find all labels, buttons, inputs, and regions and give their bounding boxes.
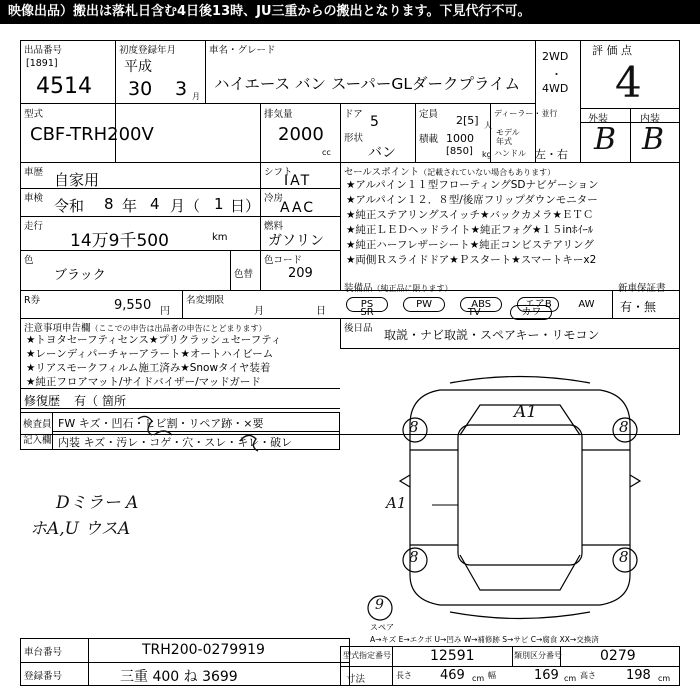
sales-line: ★純正ＬＥＤヘッドライト★純正フォグ★１５inﾎｲｰﾙ <box>346 224 593 236</box>
ac-value: AAC <box>280 200 316 216</box>
equip-sr: SR <box>360 307 374 318</box>
color-change-label: 色替 <box>234 269 254 280</box>
shape-value: バン <box>368 145 396 161</box>
shape-label: 形状 <box>344 133 364 144</box>
new-warranty-value: 有・無 <box>620 300 657 314</box>
equipment-row2 <box>346 305 552 320</box>
load-unit: kg <box>482 150 492 159</box>
tire-fl-value: 8 <box>409 418 419 436</box>
notes-list <box>26 333 281 389</box>
class-no-value: 0279 <box>600 648 636 664</box>
recycle-unit: 円 <box>160 306 170 317</box>
header-banner: 映像出品）搬出は落札日含む4日後13時、JU三重からの搬出となります。下見代行不可。 <box>0 0 700 24</box>
equip-airbag: エアB <box>517 297 559 312</box>
load-value: 1000 <box>446 132 474 145</box>
size-label: 寸法 <box>346 674 366 685</box>
drive-2wd: 2WD <box>542 50 569 63</box>
notes-line: ★トヨタセーフティセンス★プリクラッシュセーフティ <box>26 334 282 346</box>
handle-value: 左・右 <box>535 148 568 161</box>
shaken-month: 4 <box>150 195 160 213</box>
new-warranty-label: 新車保証書 <box>618 283 666 294</box>
height-unit: cm <box>658 674 671 683</box>
notes-line: ★純正フロアマット/サイドバイザー/マッドガード <box>26 376 261 388</box>
car-name: ハイエース バン スーパーGLダークプライム <box>214 75 521 93</box>
handwritten-note-1: Dミラー A <box>56 493 139 513</box>
type-no-value: 12591 <box>430 648 475 664</box>
accessories-label: 後日品 <box>344 323 373 334</box>
disp-label: 排気量 <box>264 109 293 120</box>
equip-pw: PW <box>403 297 445 312</box>
shaken-label: 車検 <box>24 193 44 204</box>
fuel-value: ガソリン <box>268 233 324 249</box>
chassis-value: TRH200-0279919 <box>142 642 265 658</box>
model-year-label: モデル年式 <box>496 128 520 146</box>
first-reg-label: 初度登録年月 <box>119 45 177 56</box>
inspector-label-1: 検査員 <box>23 419 52 430</box>
handle-label: ハンドル <box>494 149 526 158</box>
cap-label: 定員 <box>419 109 439 120</box>
lot-sub: [1891] <box>26 58 58 69</box>
diagram-body-outline <box>410 390 630 605</box>
mileage-value: 14万9千500 <box>70 231 169 251</box>
lot-label: 出品番号 <box>24 45 63 56</box>
fuel-label: 燃料 <box>264 221 284 232</box>
chassis-label: 車台番号 <box>24 647 63 658</box>
length-value: 469 <box>440 668 465 683</box>
color-code-label: 色コード <box>264 255 303 266</box>
color-value: ブラック <box>54 268 106 283</box>
dealer-label: ディーラー・並行 <box>494 109 558 118</box>
equip-abs: ABS <box>460 297 502 312</box>
recycle-label: R券 <box>24 295 41 306</box>
width-label: 幅 <box>488 671 496 680</box>
disp-value: 2000 <box>278 124 324 145</box>
drive-4wd: 4WD <box>542 82 569 95</box>
grade-label: 評 価 点 <box>592 44 632 57</box>
ac-label: 冷房 <box>264 193 284 204</box>
damage-legend: A→キズ E→エクボ U→凹み W→補修跡 S→サビ C→腐食 XX→交換済 <box>370 635 599 644</box>
shaken-year: 8 <box>104 195 114 213</box>
transfer-day: 日 <box>316 306 326 317</box>
width-unit: cm <box>564 674 577 683</box>
sales-list <box>346 178 599 268</box>
doors-label: ドア <box>344 109 363 120</box>
equipment-label: 装備品（純正品に限ります） <box>344 283 453 294</box>
disp-unit: cc <box>322 148 331 157</box>
sales-line: ★純正ハーフレザーシート★純正コンビステアリング <box>346 239 594 251</box>
tire-rr-value: 8 <box>619 548 629 566</box>
tire-rl-value: 8 <box>409 548 419 566</box>
cap-unit: 人 <box>484 121 492 130</box>
spare-value: 9 <box>375 597 384 613</box>
tire-fr-value: 8 <box>619 418 629 436</box>
length-unit: cm <box>472 674 485 683</box>
length-label: 長さ <box>396 671 412 680</box>
cap-value: 2[5] <box>456 114 479 127</box>
int-value: B <box>642 122 665 157</box>
diagram-front-bumper <box>450 377 590 384</box>
inspector-label-2: 記入欄 <box>23 435 52 446</box>
sales-label: セールスポイント（記載されていない場合もあります） <box>344 167 556 178</box>
load-label: 積載 <box>419 134 439 145</box>
equip-ps: PS <box>346 297 388 312</box>
repair-value: 有（ <box>74 394 99 408</box>
shift-label: シフト <box>264 167 293 178</box>
diagram-rear-bumper <box>450 612 590 619</box>
shaken-day: 1 <box>214 195 224 213</box>
color-label: 色 <box>24 255 34 266</box>
type-no-label: 型式指定番号 <box>343 651 391 660</box>
recycle-value: 9,550 <box>114 298 152 313</box>
first-reg-month-unit: 月 <box>192 92 200 101</box>
sales-line: ★アルパイン１１型フローティングSDナビゲーション <box>346 179 599 191</box>
diagram-rear-window <box>460 555 580 590</box>
lot-number: 4514 <box>36 74 92 99</box>
reg-no-label: 登録番号 <box>24 671 63 682</box>
ext-value: B <box>594 122 617 157</box>
shaken-year-unit: 年 <box>122 197 138 215</box>
car-type-value: 自家用 <box>54 171 100 189</box>
diagram-mirror-left <box>400 475 410 487</box>
shaken-day-unit: 日） <box>230 197 261 215</box>
shift-value: IAT <box>284 173 312 189</box>
ext-label: 外装 <box>588 114 608 125</box>
damage-side-a1: A1 <box>386 494 407 512</box>
grade-value: 4 <box>615 58 642 107</box>
equip-aw: AW <box>578 299 595 310</box>
car-type-label: 車歴 <box>24 167 44 178</box>
damage-front-a1: A1 <box>514 402 538 422</box>
sales-line: ★純正ステアリングスイッチ★バックカメラ★ＥＴＣ <box>346 209 594 221</box>
int-label: 内装 <box>640 114 660 125</box>
height-label: 高さ <box>580 671 596 680</box>
shaken-era: 令和 <box>54 197 85 215</box>
width-value: 169 <box>534 668 559 683</box>
spare-label: スペア <box>370 623 394 632</box>
notes-label: 注意事項申告欄（ここでの申告は出品者の申告にとどまります） <box>24 323 267 334</box>
notes-line: ★リアスモークフィルム施工済み★Snowタイヤ装着 <box>26 362 271 374</box>
class-no-label: 類別区分番号 <box>514 651 562 660</box>
mileage-label: 走行 <box>24 221 44 232</box>
transfer-month: 月 <box>254 306 264 317</box>
first-reg-month: 3 <box>175 78 188 100</box>
doors-value: 5 <box>370 114 379 130</box>
equip-tv: TV <box>467 307 481 318</box>
repair-count-unit: 箇所 <box>102 394 127 408</box>
transfer-label: 名変期限 <box>186 295 225 306</box>
diagram-mirror-right <box>630 475 640 487</box>
color-code-value: 209 <box>288 266 313 281</box>
inspector-scribble <box>120 405 280 455</box>
drive-dot: ・ <box>551 68 562 81</box>
equip-leather: カワ <box>510 305 552 320</box>
diagram-roof <box>458 425 582 565</box>
inspector-row2: 内装 キズ・汚レ・コゲ・穴・スレ・キレ・破レ <box>58 436 293 449</box>
first-reg-era: 平成 <box>124 59 152 75</box>
accessories-value: 取説・ナビ取説・スペアキー・リモコン <box>384 328 600 342</box>
model-value: CBF-TRH200V <box>30 124 154 145</box>
model-label: 型式 <box>24 109 44 120</box>
height-value: 198 <box>626 668 651 683</box>
sales-line: ★アルパイン１２．８型/後席フリップダウンモニター <box>346 194 598 206</box>
first-reg-year: 30 <box>128 78 153 100</box>
reg-no-value: 三重 400 ね 3699 <box>120 669 238 685</box>
inspector-row1: FW キズ・凹石・ヒビ割・リペア跡・×要 <box>58 417 264 430</box>
handwritten-note-2: ホA,U ウスA <box>30 519 131 539</box>
mileage-unit: km <box>212 232 228 243</box>
load-sub: [850] <box>446 146 473 157</box>
shaken-month-unit: 月（ <box>170 197 201 215</box>
notes-line: ★レーンディパーチャーアラート★オートハイビーム <box>26 348 274 360</box>
repair-label: 修復歴 <box>24 394 61 408</box>
sales-line: ★両側Ｒスライドドア★Ｐスタート★スマートキーx2 <box>346 254 597 266</box>
car-label: 車名・グレード <box>209 45 276 56</box>
